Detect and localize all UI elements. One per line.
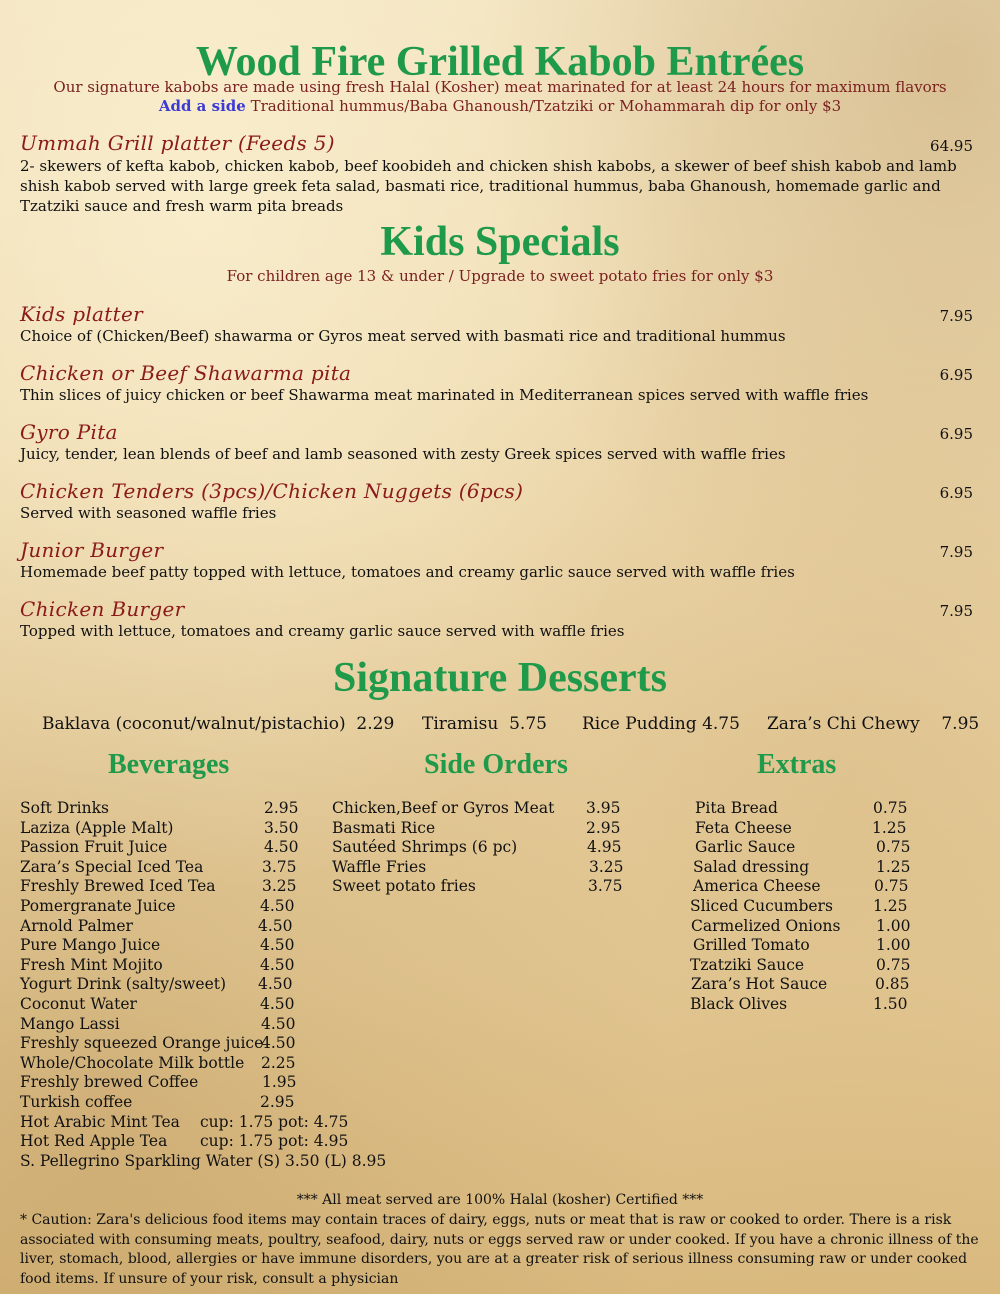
item-price: 4.50 xyxy=(258,916,293,935)
item-price: 4.50 xyxy=(260,955,295,974)
list-item xyxy=(690,917,930,937)
item-price: 4.50 xyxy=(258,975,293,994)
kids-item-price: 6.95 xyxy=(939,366,973,384)
extras-list xyxy=(690,799,930,1015)
caution-notice: * Caution: Zara's delicious food items may contain traces of dairy, eggs, nuts or meat that is raw or cooked to order. There is a risk associated with consuming meats, poultry, seafood, dairy, nuts or eggs served raw or under cooked. If you have a chronic illness of the liver, stomach, blood, allergies or have immune disorders, you are at a greater risk of serious illness consuming raw or under cooked food items. If unsure of your risk, consult a physician xyxy=(20,1212,979,1287)
kids-item-desc: Homemade beef patty topped with lettuce, tomatoes and creamy garlic sauce served with waffle fries xyxy=(20,563,795,581)
halal-notice: *** All meat served are 100% Halal (kosher) Certified *** xyxy=(296,1192,704,1208)
list-item xyxy=(690,975,930,995)
item-price: 0.75 xyxy=(876,955,911,974)
kids-item-desc: Juicy, tender, lean blends of beef and lamb seasoned with zesty Greek spices served with waffle fries xyxy=(20,445,786,463)
item-name: Soft Drinks xyxy=(20,799,109,817)
dessert-item xyxy=(582,714,740,734)
entree-item-price: 64.95 xyxy=(930,137,973,155)
item-price: 4.50 xyxy=(260,936,295,955)
list-item xyxy=(690,956,930,976)
dessert-item xyxy=(422,714,547,734)
item-price: cup: 1.75 pot: 4.95 xyxy=(200,1132,349,1151)
item-price: 0.75 xyxy=(873,799,908,817)
item-price: 0.75 xyxy=(874,877,909,896)
entrees-side-note xyxy=(0,97,1000,115)
item-name: Sautéed Shrimps (6 pc) xyxy=(332,838,518,857)
item-price: 0.85 xyxy=(875,975,910,994)
kids-subtitle: For children age 13 & under / Upgrade to sweet potato fries for only $3 xyxy=(226,267,774,285)
list-item xyxy=(20,858,320,878)
item-price: 1.95 xyxy=(262,1073,297,1092)
kids-item-name: Junior Burger xyxy=(20,538,164,562)
dessert-name: Rice Pudding xyxy=(582,714,697,734)
item-name: Grilled Tomato xyxy=(693,936,810,955)
item-name: S. Pellegrino Sparkling Water (S) 3.50 (L) 8.95 xyxy=(20,1151,387,1170)
item-name: Turkish coffee xyxy=(20,1092,133,1111)
item-name: Chicken,Beef or Gyros Meat xyxy=(332,799,555,817)
entrees-subtitle: Our signature kabobs are made using fresh Halal (Kosher) meat marinated for at least 24 hours for maximum flavors xyxy=(53,78,947,96)
sides-title: Side Orders xyxy=(424,749,568,780)
item-price: 0.75 xyxy=(876,838,911,857)
item-price: 4.50 xyxy=(260,994,295,1013)
side-text: Traditional hummus/Baba Ghanoush/Tzatziki or Mohammarah dip for only $3 xyxy=(245,97,842,115)
item-name: Coconut Water xyxy=(20,994,137,1013)
item-name: Zara’s Special Iced Tea xyxy=(20,857,204,876)
item-name: Whole/Chocolate Milk bottle xyxy=(20,1053,245,1072)
list-item xyxy=(20,1034,320,1054)
kids-item-price: 6.95 xyxy=(939,484,973,502)
kids-title: Kids Specials xyxy=(380,219,620,265)
list-item xyxy=(20,897,320,917)
entree-item-desc: 2- skewers of kefta kabob, chicken kabob, beef koobideh and chicken shish kabobs, a skewer of beef shish kabob and lamb shish kabob served with large greek feta salad, basmati rice, traditional hummus, baba Ghanoush, homemade garlic and Tzatziki sauce and fresh warm pita breads xyxy=(20,157,957,215)
item-price: 1.50 xyxy=(873,994,908,1013)
sides-list xyxy=(332,799,632,897)
item-name: Zara’s Hot Sauce xyxy=(691,975,828,994)
list-item xyxy=(20,1054,320,1074)
item-name: Fresh Mint Mojito xyxy=(20,955,163,974)
item-name: Mango Lassi xyxy=(20,1014,120,1033)
kids-item-desc: Thin slices of juicy chicken or beef Shawarma meat marinated in Mediterranean spices served with waffle fries xyxy=(20,386,869,404)
list-item xyxy=(690,799,930,819)
kids-item-name: Kids platter xyxy=(20,302,143,326)
item-price: 4.50 xyxy=(264,838,299,857)
item-price: cup: 1.75 pot: 4.75 xyxy=(200,1112,349,1131)
list-item xyxy=(20,917,320,937)
list-item xyxy=(690,995,930,1015)
kids-item-name: Chicken or Beef Shawarma pita xyxy=(20,361,352,385)
list-item xyxy=(20,1112,349,1133)
item-price: 2.95 xyxy=(264,799,299,817)
item-price: 2.95 xyxy=(586,818,621,837)
item-price: 1.25 xyxy=(873,896,908,915)
list-item xyxy=(690,838,930,858)
item-price: 4.50 xyxy=(261,1034,296,1053)
kids-item-price: 6.95 xyxy=(939,425,973,443)
dessert-price: 4.75 xyxy=(702,714,740,734)
item-name: Freshly Brewed Iced Tea xyxy=(20,877,216,896)
item-name: Freshly brewed Coffee xyxy=(20,1073,199,1092)
item-name: Yogurt Drink (salty/sweet) xyxy=(20,975,227,994)
kids-item-price: 7.95 xyxy=(939,543,973,561)
item-price: 1.25 xyxy=(872,818,907,837)
entrees-title: Wood Fire Grilled Kabob Entrées xyxy=(195,39,805,85)
kids-item-desc: Served with seasoned waffle fries xyxy=(20,504,277,522)
side-label: Add a side xyxy=(158,97,246,115)
list-item xyxy=(20,956,320,976)
item-name: Pita Bread xyxy=(695,799,778,817)
desserts-title: Signature Desserts xyxy=(332,655,668,701)
list-item xyxy=(20,819,320,839)
item-price: 3.50 xyxy=(264,818,299,837)
item-name: Salad dressing xyxy=(693,857,810,876)
list-item xyxy=(20,936,320,956)
item-price: 1.00 xyxy=(876,916,911,935)
item-name: Tzatziki Sauce xyxy=(690,955,805,974)
item-name: America Cheese xyxy=(693,877,821,896)
kids-item-desc: Choice of (Chicken/Beef) shawarma or Gyros meat served with basmati rice and traditional hummus xyxy=(20,327,786,345)
item-price: 1.25 xyxy=(876,857,911,876)
item-price: 3.25 xyxy=(589,857,624,876)
dessert-price: 7.95 xyxy=(941,714,980,734)
list-item xyxy=(20,1093,320,1113)
list-item xyxy=(20,1015,320,1035)
item-name: Laziza (Apple Malt) xyxy=(20,818,174,837)
item-name: Garlic Sauce xyxy=(695,838,796,857)
dessert-name: Tiramisu xyxy=(422,714,499,734)
item-name: Hot Arabic Mint Tea xyxy=(20,1112,180,1131)
list-item xyxy=(332,858,632,878)
list-item xyxy=(20,1151,387,1172)
list-item xyxy=(690,877,930,897)
kids-item-name: Gyro Pita xyxy=(20,420,118,444)
dessert-name: Baklava (coconut/walnut/pistachio) xyxy=(42,714,346,734)
list-item xyxy=(690,936,930,956)
kids-item-desc: Topped with lettuce, tomatoes and creamy garlic sauce served with waffle fries xyxy=(20,622,625,640)
item-price: 1.00 xyxy=(876,936,911,955)
dessert-price: 2.29 xyxy=(356,714,395,734)
item-name: Sweet potato fries xyxy=(332,877,476,896)
list-item xyxy=(20,877,320,897)
beverages-title: Beverages xyxy=(108,749,230,780)
item-name: Basmati Rice xyxy=(332,818,436,837)
item-name: Sliced Cucumbers xyxy=(690,896,833,915)
item-name: Hot Red Apple Tea xyxy=(20,1132,168,1151)
item-name: Carmelized Onions xyxy=(691,916,841,935)
extras-title: Extras xyxy=(757,749,837,780)
list-item xyxy=(690,897,930,917)
item-price: 4.50 xyxy=(260,896,295,915)
item-name: Pure Mango Juice xyxy=(20,936,161,955)
item-name: Passion Fruit Juice xyxy=(20,838,168,857)
list-item xyxy=(20,975,320,995)
item-name: Arnold Palmer xyxy=(20,916,133,935)
item-price: 3.25 xyxy=(262,877,297,896)
list-item xyxy=(690,819,930,839)
item-price: 3.75 xyxy=(588,877,623,896)
item-price: 2.25 xyxy=(261,1053,296,1072)
list-item xyxy=(690,858,930,878)
list-item xyxy=(332,819,632,839)
list-item xyxy=(20,799,320,819)
kids-item-price: 7.95 xyxy=(939,307,973,325)
list-item xyxy=(20,1073,320,1093)
item-name: Feta Cheese xyxy=(695,818,792,837)
item-name: Pomergranate Juice xyxy=(20,896,176,915)
item-name: Black Olives xyxy=(690,994,788,1013)
list-item xyxy=(332,799,632,819)
list-item xyxy=(332,877,632,897)
kids-item-name: Chicken Tenders (3pcs)/Chicken Nuggets (6pcs) xyxy=(20,479,524,503)
dessert-name: Zara’s Chi Chewy xyxy=(767,714,920,734)
item-name: Waffle Fries xyxy=(332,857,427,876)
list-item xyxy=(20,995,320,1015)
kids-item-name: Chicken Burger xyxy=(20,597,185,621)
item-price: 3.75 xyxy=(262,857,297,876)
item-price: 2.95 xyxy=(260,1092,295,1111)
item-price: 4.50 xyxy=(261,1014,296,1033)
kids-item-price: 7.95 xyxy=(939,602,973,620)
dessert-item xyxy=(767,714,979,734)
item-name: Freshly squeezed Orange juice xyxy=(20,1034,264,1053)
dessert-price: 5.75 xyxy=(509,714,547,734)
list-item xyxy=(20,1132,349,1152)
item-price: 3.95 xyxy=(586,799,621,817)
entree-item-name: Ummah Grill platter (Feeds 5) xyxy=(20,131,335,155)
item-price: 4.95 xyxy=(587,838,622,857)
dessert-item xyxy=(42,714,394,734)
list-item xyxy=(20,838,320,858)
list-item xyxy=(332,838,632,858)
